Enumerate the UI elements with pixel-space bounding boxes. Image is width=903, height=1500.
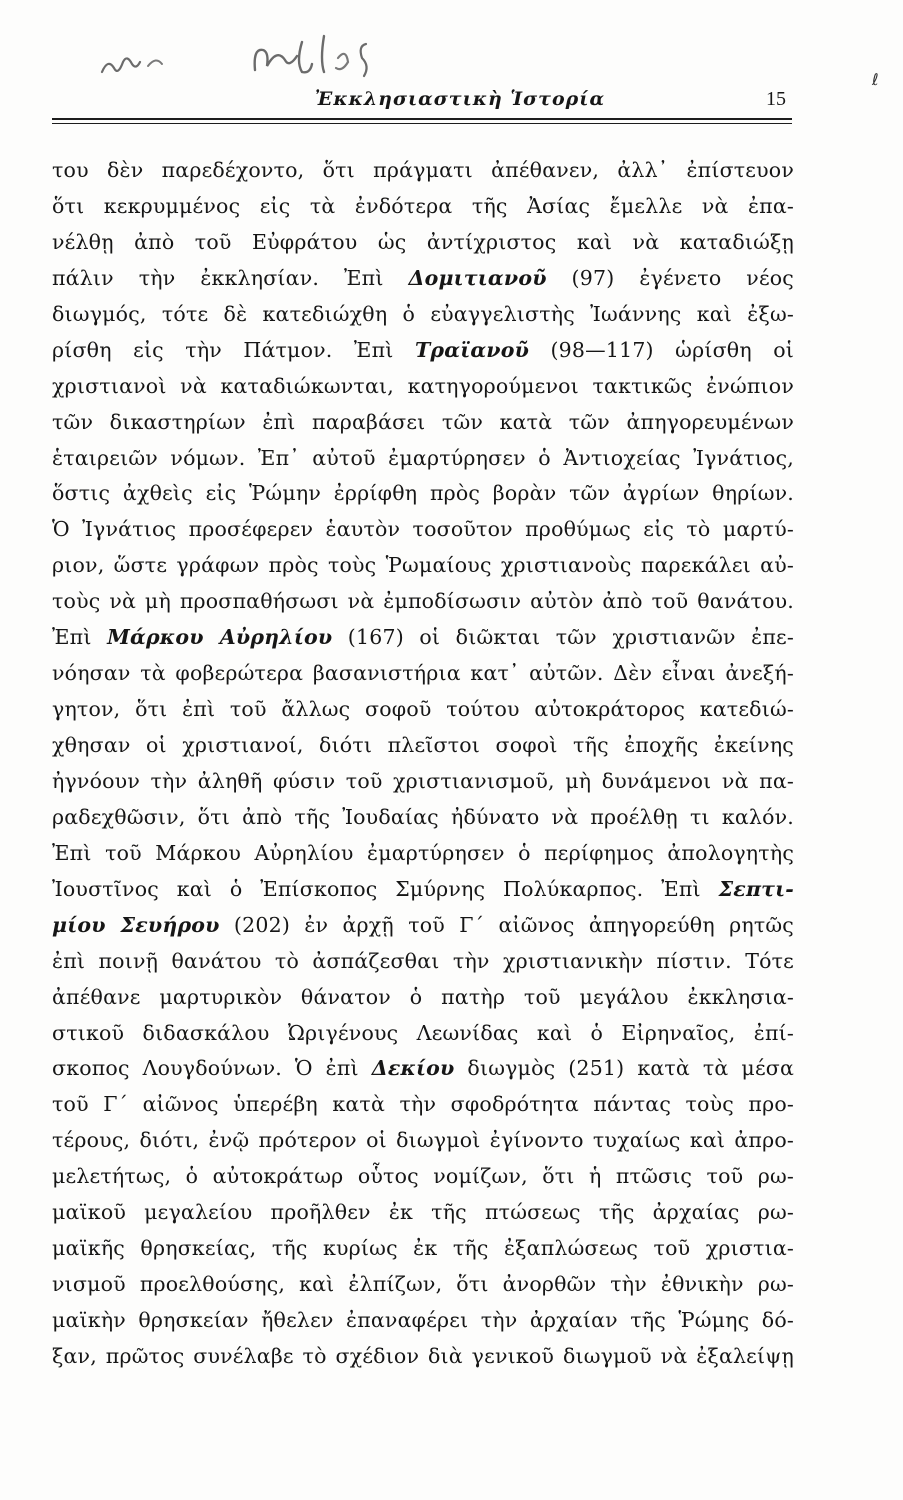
text-run: ἑταιρειῶν νόμων. Ἐπ᾽ αὐτοῦ ἐμαρτύρησεν ὁ Ἀντιοχείας Ἰγνάτιος, <box>52 445 794 470</box>
text-run: μαϊκῆς θρησκείας, τῆς κυρίως ἐκ τῆς ἐξαπλώσεως τοῦ χριστια- <box>52 1236 794 1261</box>
emphasized-name: Δομιτιανοῦ <box>408 265 547 290</box>
text-line <box>52 1016 794 1052</box>
text-line <box>52 1303 794 1339</box>
emphasized-name: Μάρκου Αὐρηλίου <box>107 625 333 650</box>
text-line <box>52 189 794 225</box>
text-run: Ὁ Ἰγνάτιος προσέφερεν ἑαυτὸν τοσοῦτον προθύμως εἰς τὸ μαρτύ- <box>52 517 794 542</box>
text-run: ἐπὶ ποινῇ θανάτου τὸ ἀσπάζεσθαι τὴν χριστιανικὴν πίστιν. Τότε <box>52 948 794 973</box>
text-line <box>52 728 794 764</box>
emphasized-name: Τραϊανοῦ <box>414 337 530 362</box>
text-run: νισμοῦ προελθούσης, καὶ ἐλπίζων, ὅτι ἀνορθῶν τὴν ἐθνικὴν ρω- <box>52 1272 794 1297</box>
text-line <box>52 476 794 512</box>
emphasized-name: μίου Σευήρου <box>52 912 220 937</box>
text-line <box>52 1051 794 1087</box>
text-run: σκοπος Λουγδούνων. Ὁ ἐπὶ <box>52 1056 372 1081</box>
text-line <box>52 1195 794 1231</box>
text-line <box>52 1339 794 1375</box>
text-line <box>52 692 794 728</box>
header-rule-thin <box>52 123 792 124</box>
page-number: 15 <box>766 88 786 110</box>
text-run: ἠγνόουν τὴν ἀληθῆ φύσιν τοῦ χριστιανισμοῦ, μὴ δυνάμενοι νὰ πα- <box>52 768 794 793</box>
text-line <box>52 1231 794 1267</box>
text-line <box>52 548 794 584</box>
text-line <box>52 620 794 656</box>
text-run: τοῦ Γ´ αἰῶνος ὑπερέβη κατὰ τὴν σφοδρότητα πάντας τοὺς προ- <box>52 1092 794 1117</box>
text-line <box>52 1123 794 1159</box>
text-run: του δὲν παρεδέχοντο, ὅτι πράγματι ἀπέθανεν, ἀλλ᾽ ἐπίστευον <box>52 158 794 182</box>
text-run: μαϊκοῦ μεγαλείου προῆλθεν ἐκ τῆς πτώσεως τῆς ἀρχαίας ρω- <box>52 1200 794 1225</box>
text-run: (167) οἱ διῶκται τῶν χριστιανῶν ἐπε- <box>332 625 795 650</box>
text-run: τέρους, διότι, ἐνῷ πρότερον οἱ διωγμοὶ ἐγίνοντο τυχαίως καὶ ἀπρο- <box>52 1128 794 1153</box>
text-run: στικοῦ διδασκάλου Ὠριγένους Λεωνίδας καὶ ὁ Εἰρηναῖος, ἐπί- <box>52 1020 794 1045</box>
text-run: Ἐπὶ <box>52 625 108 650</box>
running-title: Ἐκκλησιαστικὴ Ἱστορία <box>314 88 606 110</box>
body-text <box>52 153 794 1375</box>
text-run: Ἰουστῖνος καὶ ὁ Ἐπίσκοπος Σμύρνης Πολύκαρπος. Ἐπὶ <box>52 876 719 901</box>
text-run: ραδεχθῶσιν, ὅτι ἀπὸ τῆς Ἰουδαίας ἠδύνατο νὰ προέλθῃ τι καλόν. <box>52 804 794 829</box>
text-run: ἀπέθανε μαρτυρικὸν θάνατον ὁ πατὴρ τοῦ μεγάλου ἐκκλησια- <box>52 984 794 1009</box>
text-line <box>52 656 794 692</box>
emphasized-name: Δεκίου <box>371 1056 455 1081</box>
text-run: Ἐπὶ τοῦ Μάρκου Αὐρηλίου ἐμαρτύρησεν ὁ περίφημος ἀπολογητὴς <box>52 840 794 865</box>
text-line <box>52 800 794 836</box>
text-run: πάλιν τὴν ἐκκλησίαν. Ἐπὶ <box>52 265 409 290</box>
text-run: διωγμός, τότε δὲ κατεδιώχθη ὁ εὐαγγελιστὴς Ἰωάννης καὶ ἐξω- <box>52 301 794 326</box>
text-run: ριον, ὥστε γράφων πρὸς τοὺς Ῥωμαίους χριστιανοὺς παρεκάλει αὐ- <box>52 553 794 578</box>
text-line <box>52 908 794 944</box>
text-run: χθησαν οἱ χριστιανοί, διότι πλεῖστοι σοφοὶ τῆς ἐποχῆς ἐκείνης <box>52 733 794 757</box>
text-run: τοὺς νὰ μὴ προσπαθήσωσι νὰ ἐμποδίσωσιν αὐτὸν ἀπὸ τοῦ θανάτου. <box>52 589 794 614</box>
text-line <box>52 297 794 333</box>
text-run: ξαν, πρῶτος συνέλαβε τὸ σχέδιον διὰ γενικοῦ διωγμοῦ νὰ ἐξαλείψῃ <box>52 1343 794 1368</box>
emphasized-name: Σεπτι- <box>718 876 794 901</box>
running-header <box>52 88 792 118</box>
text-line <box>52 261 794 297</box>
text-line <box>52 1087 794 1123</box>
text-run: ὅστις ἀχθεὶς εἰς Ῥώμην ἐρρίφθη πρὸς βορὰν τῶν ἀγρίων θηρίων. <box>52 481 794 506</box>
text-run: νέλθῃ ἀπὸ τοῦ Εὐφράτου ὡς ἀντίχριστος καὶ νὰ καταδιώξῃ <box>52 229 794 254</box>
text-line <box>52 764 794 800</box>
text-run: νόησαν τὰ φοβερώτερα βασανιστήρια κατ᾽ αὐτῶν. Δὲν εἶναι ἀνεξή- <box>52 661 794 686</box>
text-run: χριστιανοὶ νὰ καταδιώκωνται, κατηγορούμενοι τακτικῶς ἐνώπιον <box>52 373 794 398</box>
text-line <box>52 980 794 1016</box>
text-line <box>52 872 794 908</box>
text-line <box>52 584 794 620</box>
header-rule <box>52 118 792 120</box>
text-run: τῶν δικαστηρίων ἐπὶ παραβάσει τῶν κατὰ τῶν ἀπηγορευμένων <box>52 409 794 434</box>
handwritten-annotation <box>80 22 410 92</box>
text-run: (202) ἐν ἀρχῇ τοῦ Γ´ αἰῶνος ἀπηγορεύθη ρητῶς <box>219 912 794 937</box>
text-line <box>52 1267 794 1303</box>
text-run: ρίσθη εἰς τὴν Πάτμον. Ἐπὶ <box>52 337 415 362</box>
text-line <box>52 225 794 261</box>
text-run: ὅτι κεκρυμμένος εἰς τὰ ἐνδότερα τῆς Ἀσίας ἔμελλε νὰ ἐπα- <box>52 193 794 218</box>
text-line <box>52 153 794 189</box>
text-line <box>52 512 794 548</box>
text-line <box>52 405 794 441</box>
text-run: γητον, ὅτι ἐπὶ τοῦ ἄλλως σοφοῦ τούτου αὐτοκράτορος κατεδιώ- <box>52 697 794 722</box>
text-line <box>52 333 794 369</box>
text-run: (98—117) ὡρίσθη οἱ <box>529 337 794 362</box>
text-run: μαϊκὴν θρησκείαν ἤθελεν ἐπαναφέρει τὴν ἀρχαίαν τῆς Ῥώμης δό- <box>52 1308 794 1332</box>
text-line <box>52 369 794 405</box>
text-line <box>52 944 794 980</box>
text-line <box>52 441 794 477</box>
text-run: διωγμὸς (251) κατὰ τὰ μέσα <box>454 1056 795 1081</box>
text-run: (97) ἐγένετο νέος <box>546 265 794 290</box>
text-line <box>52 836 794 872</box>
corner-mark: ℓ <box>872 70 879 89</box>
text-run: μελετήτως, ὁ αὐτοκράτωρ οὗτος νομίζων, ὅτι ἡ πτῶσις τοῦ ρω- <box>52 1164 794 1189</box>
text-line <box>52 1159 794 1195</box>
